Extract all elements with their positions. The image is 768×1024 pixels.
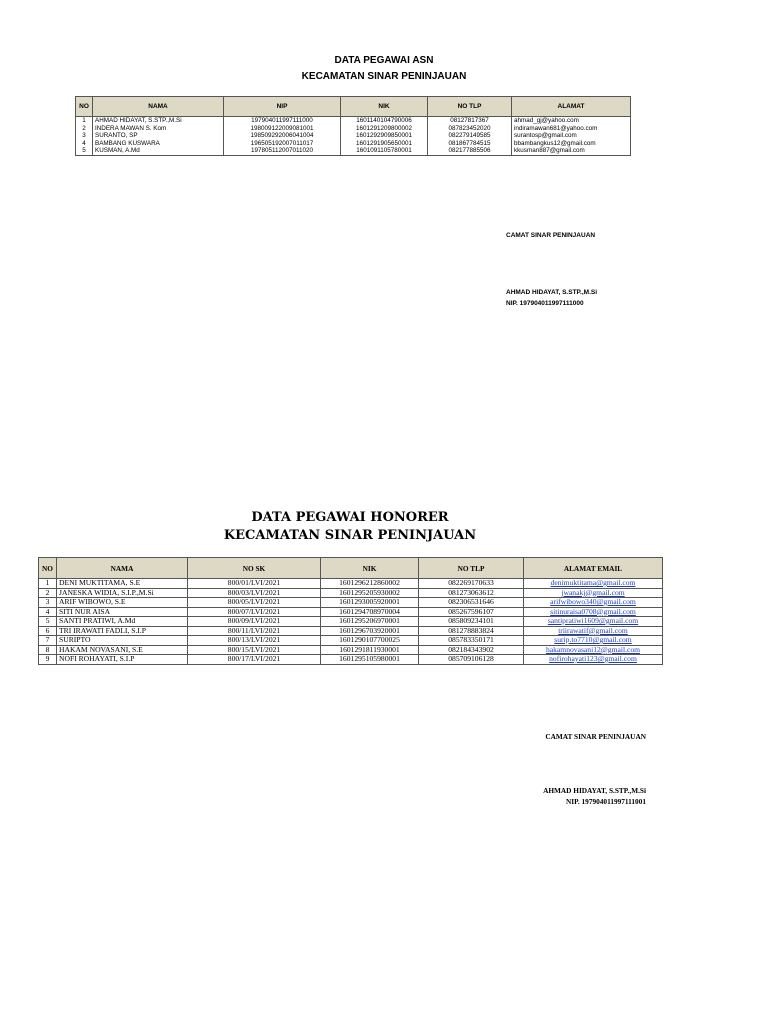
cell-alamat: surantosp@gmail.com <box>512 132 631 140</box>
cell-no: 8 <box>39 645 57 655</box>
cell-no-tlp: 085709106128 <box>419 655 524 665</box>
email-link[interactable]: sitinuraisa0708@gmail.com <box>550 607 636 616</box>
email-link[interactable]: santipratiwi1609@gmail.com <box>547 616 639 625</box>
cell-nip: 196505192007011017 <box>224 140 341 148</box>
table-row <box>76 125 631 133</box>
table-row <box>39 598 663 608</box>
cell-nama: DENI MUKTITAMA, S.E <box>57 579 188 589</box>
asn-title-line1: DATA PEGAWAI ASN <box>334 55 434 66</box>
cell-nama: ARIF WIBOWO, S.E <box>57 598 188 608</box>
cell-nama: BAMBANG KUSWARA <box>93 140 224 148</box>
cell-alamat: bbambangkus12@gmail.com <box>512 140 631 148</box>
cell-no-sk: 800/15/LVI/2021 <box>188 645 321 655</box>
cell-no-tlp: 082279149585 <box>428 132 512 140</box>
honorer-col-no: NO <box>39 558 57 579</box>
cell-no: 7 <box>39 636 57 646</box>
cell-nama: HAKAM NOVASANI, S.E <box>57 645 188 655</box>
cell-alamat: kkusman887@gmail.com <box>512 147 631 155</box>
asn-title-line2: KECAMATAN SINAR PENINJAUAN <box>301 71 467 82</box>
asn-col-alamat: ALAMAT <box>512 97 631 117</box>
cell-nama: TRI IRAWATI FADLI, S.I.P <box>57 626 188 636</box>
honorer-col-no-tlp: NO TLP <box>419 558 524 579</box>
table-row <box>39 645 663 655</box>
cell-no: 9 <box>39 655 57 665</box>
table-row <box>39 655 663 665</box>
cell-nik: 1601295105980001 <box>321 655 419 665</box>
cell-no-sk: 800/11/LVI/2021 <box>188 626 321 636</box>
cell-no-sk: 800/03/LVI/2021 <box>188 588 321 598</box>
asn-col-nip: NIP <box>224 97 341 117</box>
cell-nik: 1601290107700025 <box>321 636 419 646</box>
cell-alamat: indiramawan681@yahoo.com <box>512 125 631 133</box>
cell-no: 2 <box>39 588 57 598</box>
email-link[interactable]: arifwibowo340@gmail.com <box>550 597 636 606</box>
cell-nama: KUSMAN, A.Md <box>93 147 224 155</box>
asn-table-header <box>76 97 631 117</box>
honorer-signature-name: AHMAD HIDAYAT, S.STP.,M.Si <box>543 786 646 795</box>
cell-no-tlp: 085783350171 <box>419 636 524 646</box>
table-row <box>76 140 631 148</box>
cell-nik: 1601294708970004 <box>321 607 419 617</box>
email-link[interactable]: denimuktitama@gmail.com <box>550 578 636 587</box>
honorer-col-email: ALAMAT EMAIL <box>524 558 663 579</box>
asn-col-nik: NIK <box>341 97 428 117</box>
cell-no: 2 <box>76 125 93 133</box>
cell-no: 5 <box>76 147 93 155</box>
cell-nik: 1601295205930002 <box>321 588 419 598</box>
table-row <box>76 147 631 155</box>
asn-signature-name: AHMAD HIDAYAT, S.STP.,M.Si <box>506 289 598 296</box>
asn-col-nama: NAMA <box>93 97 224 117</box>
honorer-signature-nip: NIP. 197904011997111001 <box>565 797 646 806</box>
honorer-title-line1: DATA PEGAWAI HONORER <box>251 510 449 525</box>
cell-nik: 1601140104790006 <box>341 117 428 125</box>
cell-no: 1 <box>39 579 57 589</box>
table-row <box>39 607 663 617</box>
cell-no-tlp: 082269170633 <box>419 579 524 589</box>
cell-no-tlp: 082306531646 <box>419 598 524 608</box>
cell-no: 3 <box>76 132 93 140</box>
cell-no-sk: 800/05/LVI/2021 <box>188 598 321 608</box>
cell-nama: JANESKA WIDIA, S.I.P.,M.Si <box>57 588 188 598</box>
cell-nik: 1601291209800002 <box>341 125 428 133</box>
cell-no-tlp: 087823452020 <box>428 125 512 133</box>
cell-no-sk: 800/13/LVI/2021 <box>188 636 321 646</box>
table-row <box>39 617 663 627</box>
asn-signature-position: CAMAT SINAR PENINJAUAN <box>506 232 596 239</box>
cell-nama: SANTI PRATIWI, A.Md <box>57 617 188 627</box>
cell-no-tlp: 081273063612 <box>419 588 524 598</box>
cell-email <box>524 579 663 589</box>
cell-nip: 198009122009081001 <box>224 125 341 133</box>
cell-nip: 197904011997111000 <box>224 117 341 125</box>
table-row <box>76 132 631 140</box>
cell-email <box>524 655 663 665</box>
table-row <box>39 579 663 589</box>
email-link[interactable]: triirawatif@gmail.com <box>558 626 628 635</box>
cell-nik: 1601296212860002 <box>321 579 419 589</box>
honorer-col-nama: NAMA <box>57 558 188 579</box>
honorer-signature-position: CAMAT SINAR PENINJAUAN <box>545 732 646 741</box>
cell-email <box>524 636 663 646</box>
cell-nama: SURANTO, SP <box>93 132 224 140</box>
honorer-table-header <box>39 558 663 579</box>
email-link[interactable]: nofirohayati123@gmail.com <box>549 654 637 663</box>
cell-nik: 1601296703920001 <box>321 626 419 636</box>
cell-nama: SITI NUR AISA <box>57 607 188 617</box>
email-link[interactable]: hakamnovasani12@gmail.com <box>545 645 641 654</box>
cell-nik: 1601291811930001 <box>321 645 419 655</box>
cell-no: 3 <box>39 598 57 608</box>
email-link[interactable]: jwanakj@gmail.com <box>561 588 625 597</box>
email-link[interactable]: surip.to7710@gmail.com <box>554 635 632 644</box>
cell-nama: NOFI ROHAYATI, S.I.P <box>57 655 188 665</box>
table-row <box>39 626 663 636</box>
cell-no-tlp: 085809234101 <box>419 617 524 627</box>
cell-email <box>524 598 663 608</box>
cell-no-tlp: 082177885506 <box>428 147 512 155</box>
asn-col-no: NO <box>76 97 93 117</box>
cell-no-tlp: 08127817367 <box>428 117 512 125</box>
cell-no: 4 <box>39 607 57 617</box>
cell-no: 5 <box>39 617 57 627</box>
honorer-table <box>38 557 663 665</box>
cell-no-tlp: 085267596107 <box>419 607 524 617</box>
cell-email <box>524 588 663 598</box>
cell-no-tlp: 081867784515 <box>428 140 512 148</box>
cell-alamat: ahmad_gj@yahoo.com <box>512 117 631 125</box>
cell-no-sk: 800/01/LVI/2021 <box>188 579 321 589</box>
honorer-col-no-sk: NO SK <box>188 558 321 579</box>
honorer-col-nik: NIK <box>321 558 419 579</box>
cell-nik: 1601295206970001 <box>321 617 419 627</box>
asn-signature-nip: NIP. 197904011997111000 <box>506 300 584 307</box>
honorer-title-line2: KECAMATAN SINAR PENINJAUAN <box>223 528 477 543</box>
cell-email <box>524 617 663 627</box>
cell-nama: INDERA MAWAN S. Kom <box>93 125 224 133</box>
cell-nik: 1601291905650001 <box>341 140 428 148</box>
cell-nama: AHMAD HIDAYAT, S.STP.,M.Si <box>93 117 224 125</box>
cell-no-sk: 800/17/LVI/2021 <box>188 655 321 665</box>
cell-email <box>524 607 663 617</box>
cell-no-tlp: 081278883824 <box>419 626 524 636</box>
cell-email <box>524 645 663 655</box>
asn-col-no-tlp: NO TLP <box>428 97 512 117</box>
cell-no-sk: 800/07/LVI/2021 <box>188 607 321 617</box>
cell-nik: 1601292909850001 <box>341 132 428 140</box>
cell-nama: SURIPTO <box>57 636 188 646</box>
cell-no-sk: 800/09/LVI/2021 <box>188 617 321 627</box>
table-row <box>39 588 663 598</box>
asn-table <box>75 96 631 156</box>
cell-email <box>524 626 663 636</box>
cell-nik: 1601293005920001 <box>321 598 419 608</box>
cell-no-tlp: 082184343902 <box>419 645 524 655</box>
cell-no: 6 <box>39 626 57 636</box>
cell-no: 4 <box>76 140 93 148</box>
table-row <box>76 117 631 125</box>
cell-nip: 197805112007011020 <box>224 147 341 155</box>
table-row <box>39 636 663 646</box>
cell-nik: 1601091105780001 <box>341 147 428 155</box>
cell-no: 1 <box>76 117 93 125</box>
cell-nip: 198509292006041004 <box>224 132 341 140</box>
